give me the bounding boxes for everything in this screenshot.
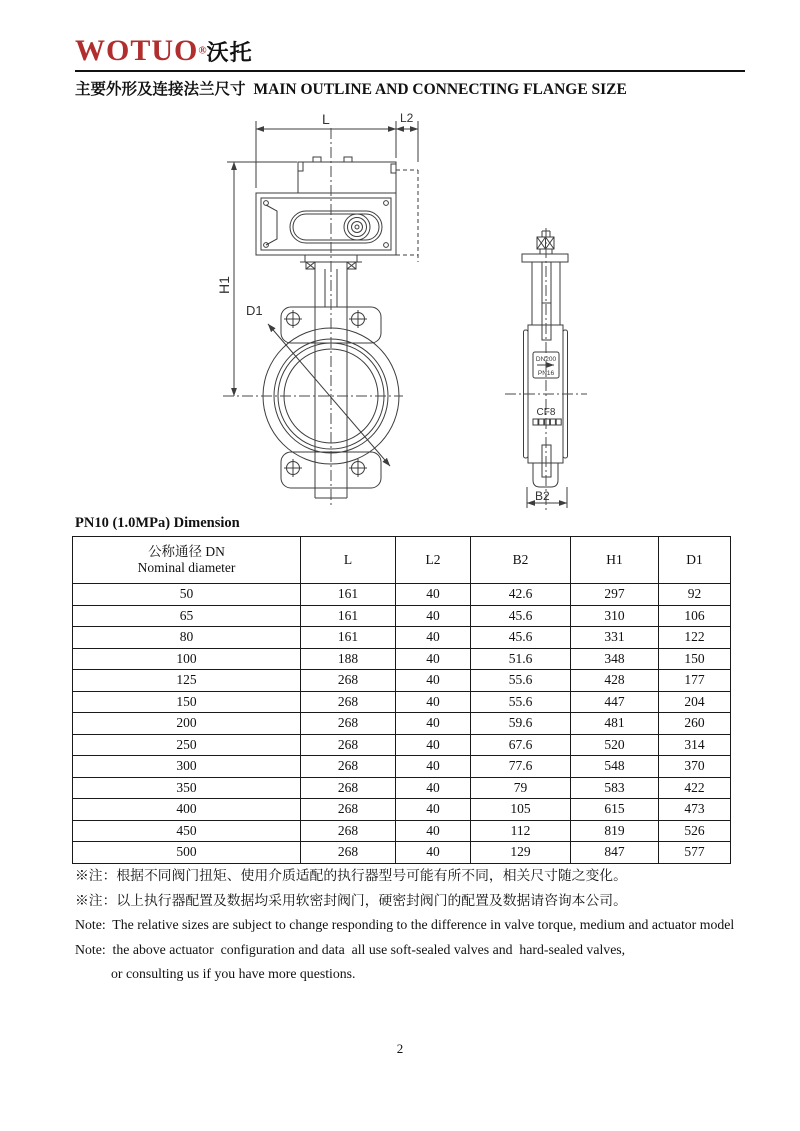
table-cell: 122: [659, 627, 731, 649]
nameplate-pn: PN16: [537, 370, 555, 377]
table-cell: 77.6: [471, 756, 571, 778]
table-cell: 45.6: [471, 627, 571, 649]
dimension-table-body: [73, 584, 731, 864]
page-title: [75, 77, 627, 99]
table-cell: 268: [301, 777, 396, 799]
table-cell: 548: [571, 756, 659, 778]
table-cell: 42.6: [471, 584, 571, 606]
page-number: 2: [396, 1041, 404, 1056]
table-header-row: [73, 537, 731, 584]
table-cell: 250: [73, 734, 301, 756]
table-cell: 300: [73, 756, 301, 778]
table-cell: 40: [396, 713, 471, 735]
table-cell: 268: [301, 842, 396, 864]
table-cell: 40: [396, 584, 471, 606]
col-header-dn-en: Nominal diameter: [137, 560, 236, 575]
table-cell: 40: [396, 734, 471, 756]
table-cell: 92: [659, 584, 731, 606]
table-cell: 40: [396, 691, 471, 713]
table-row: [73, 627, 731, 649]
table-cell: 583: [571, 777, 659, 799]
table-cell: 350: [73, 777, 301, 799]
table-cell: 615: [571, 799, 659, 821]
col-header-L: L: [301, 537, 396, 584]
table-cell: 331: [571, 627, 659, 649]
table-cell: 450: [73, 820, 301, 842]
table-cell: 45.6: [471, 605, 571, 627]
table-cell: 200: [73, 713, 301, 735]
table-cell: 161: [301, 605, 396, 627]
table-cell: 40: [396, 670, 471, 692]
table-cell: 80: [73, 627, 301, 649]
col-header-B2: B2: [471, 537, 571, 584]
table-cell: 40: [396, 820, 471, 842]
table-cell: 59.6: [471, 713, 571, 735]
note-line: or consulting us if you have more questions.: [111, 966, 356, 981]
note-line: ※注：以上执行器配置及数据均采用软密封阀门，硬密封阀门的配置及数据请咨询本公司。: [75, 892, 627, 908]
dim-label-L2: L2: [400, 111, 414, 125]
nameplate-dn: DN200: [535, 356, 557, 363]
table-cell: 79: [471, 777, 571, 799]
table-cell: 40: [396, 627, 471, 649]
table-cell: 125: [73, 670, 301, 692]
table-cell: 40: [396, 842, 471, 864]
table-cell: 150: [73, 691, 301, 713]
brand-wordmark-cn: 沃托: [206, 40, 253, 65]
table-cell: 177: [659, 670, 731, 692]
dimension-table: [72, 536, 731, 864]
note-line: Note: the above actuator configuration and data all use soft-sealed valves and hard-sealed valves,: [75, 941, 626, 957]
col-header-H1: H1: [571, 537, 659, 584]
table-cell: 40: [396, 777, 471, 799]
page-title-cn: 主要外形及连接法兰尺寸: [75, 81, 246, 98]
col-header-dn: [73, 537, 301, 584]
table-cell: 105: [471, 799, 571, 821]
table-cell: 268: [301, 756, 396, 778]
table-cell: 473: [659, 799, 731, 821]
brand-logo: [75, 34, 253, 68]
table-cell: 150: [659, 648, 731, 670]
table-cell: 40: [396, 648, 471, 670]
table-cell: 112: [471, 820, 571, 842]
table-cell: 55.6: [471, 691, 571, 713]
table-cell: 161: [301, 584, 396, 606]
table-row: [73, 670, 731, 692]
table-row: [73, 777, 731, 799]
col-header-D1: D1: [659, 537, 731, 584]
table-cell: 370: [659, 756, 731, 778]
note-line: ※注：根据不同阀门扭矩、使用介质适配的执行器型号可能有所不同，相关尺寸随之变化。: [75, 868, 627, 883]
table-cell: 161: [301, 627, 396, 649]
table-cell: 55.6: [471, 670, 571, 692]
valve-technical-drawing: [0, 100, 800, 516]
table-cell: 819: [571, 820, 659, 842]
notes: [75, 864, 765, 987]
table-title: PN10 (1.0MPa) Dimension: [75, 515, 240, 531]
table-cell: 526: [659, 820, 731, 842]
material-mark: CF8: [536, 407, 556, 418]
table-cell: 268: [301, 799, 396, 821]
table-cell: 40: [396, 799, 471, 821]
table-cell: 40: [396, 756, 471, 778]
table-cell: 314: [659, 734, 731, 756]
table-cell: 348: [571, 648, 659, 670]
table-cell: 100: [73, 648, 301, 670]
table-cell: 577: [659, 842, 731, 864]
table-cell: 268: [301, 820, 396, 842]
table-cell: 268: [301, 670, 396, 692]
dim-label-H1: H1: [216, 276, 232, 294]
table-row: [73, 820, 731, 842]
dim-label-L: L: [322, 111, 330, 127]
registered-trademark-icon: ®: [198, 44, 207, 57]
page-title-en: MAIN OUTLINE AND CONNECTING FLANGE SIZE: [253, 81, 627, 98]
col-header-dn-cn: 公称通径 DN: [148, 544, 225, 560]
table-cell: 40: [396, 605, 471, 627]
table-cell: 400: [73, 799, 301, 821]
table-row: [73, 648, 731, 670]
table-cell: 447: [571, 691, 659, 713]
table-cell: 310: [571, 605, 659, 627]
table-cell: 188: [301, 648, 396, 670]
table-row: [73, 842, 731, 864]
table-row: [73, 584, 731, 606]
table-cell: 50: [73, 584, 301, 606]
table-cell: 204: [659, 691, 731, 713]
table-cell: 129: [471, 842, 571, 864]
table-cell: 268: [301, 734, 396, 756]
table-cell: 297: [571, 584, 659, 606]
table-row: [73, 734, 731, 756]
dim-label-B2: B2: [535, 489, 550, 503]
dim-label-D1: D1: [246, 303, 263, 318]
table-cell: 428: [571, 670, 659, 692]
col-header-L2: L2: [396, 537, 471, 584]
table-cell: 500: [73, 842, 301, 864]
table-cell: 520: [571, 734, 659, 756]
table-row: [73, 756, 731, 778]
table-cell: 67.6: [471, 734, 571, 756]
table-cell: 51.6: [471, 648, 571, 670]
table-cell: 65: [73, 605, 301, 627]
header-divider: [75, 70, 745, 72]
table-cell: 268: [301, 713, 396, 735]
brand-wordmark: WOTUO: [75, 34, 199, 67]
table-cell: 422: [659, 777, 731, 799]
table-row: [73, 713, 731, 735]
table-cell: 847: [571, 842, 659, 864]
table-row: [73, 605, 731, 627]
table-cell: 268: [301, 691, 396, 713]
note-line: Note: The relative sizes are subject to change responding to the difference in valve torque, medium and actuator model: [75, 917, 735, 932]
table-row: [73, 799, 731, 821]
table-cell: 106: [659, 605, 731, 627]
table-cell: 481: [571, 713, 659, 735]
table-row: [73, 691, 731, 713]
table-cell: 260: [659, 713, 731, 735]
